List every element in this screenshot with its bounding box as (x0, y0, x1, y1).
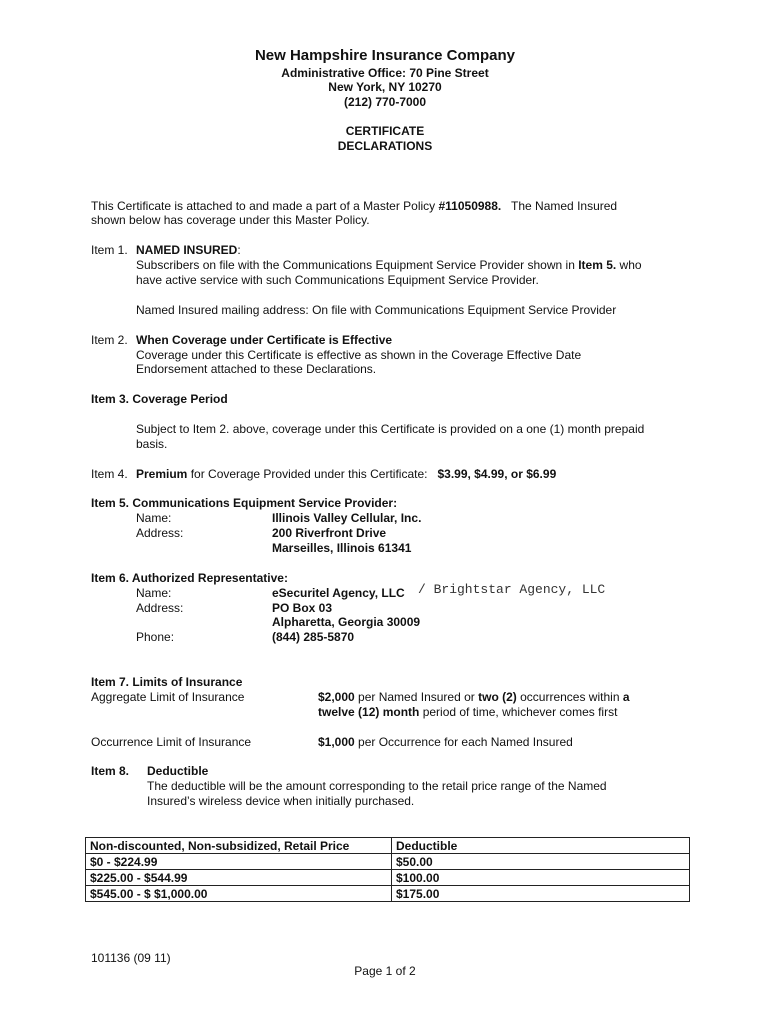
form-number: 101136 (09 11) (91, 951, 171, 965)
occurrence-amount: $1,000 (318, 735, 355, 749)
item5-address-label: Address: (136, 526, 184, 540)
aggregate-text-a: per Named Insured or (354, 690, 479, 704)
item3-heading: Item 3. Coverage Period (91, 392, 228, 406)
item3-text-2: basis. (136, 437, 168, 451)
item1-text-3: Named Insured mailing address: On file with Communications Equipment Service Provider (136, 303, 617, 317)
item5-address-2: Marseilles, Illinois 61341 (272, 541, 412, 555)
aggregate-limit-label: Aggregate Limit of Insurance (91, 690, 245, 704)
doc-title-declarations: DECLARATIONS (337, 139, 433, 153)
company-name: New Hampshire Insurance Company (254, 47, 516, 64)
intro-text-b: The Named Insured (501, 199, 618, 213)
item1-heading-colon: : (237, 243, 241, 257)
item4-text: for Coverage Provided under this Certificate: (187, 467, 438, 481)
item6-phone: (844) 285-5870 (272, 630, 355, 644)
aggregate-twelve: twelve (12) month (318, 705, 420, 719)
item6-address-label: Address: (136, 601, 184, 615)
occurrence-limit-line (318, 735, 573, 749)
office-address: Administrative Office: 70 Pine Street (281, 66, 489, 80)
item2-label: Item 2. (91, 333, 128, 347)
item5-heading: Item 5. Communications Equipment Service Provider: (91, 496, 398, 510)
item6-name: eSecuritel Agency, LLC (272, 586, 405, 600)
item1-text-1 (136, 258, 642, 272)
table-cell-price: $0 - $224.99 (86, 854, 392, 870)
item1-text-1a: Subscribers on file with the Communications Equipment Service Provider shown in (136, 258, 579, 272)
aggregate-amount: $2,000 (318, 690, 355, 704)
item1-text-1b: Item 5. (578, 258, 617, 272)
table-row (86, 854, 690, 870)
table-cell-deductible: $100.00 (392, 870, 690, 886)
policy-number: #11050988. (438, 199, 502, 213)
item1-text-2: have active service with such Communications Equipment Service Provider. (136, 273, 539, 287)
item8-text-2: Insured’s wireless device when initially purchased. (147, 794, 415, 808)
item5-name: Illinois Valley Cellular, Inc. (272, 511, 422, 525)
item8-label: Item 8. (91, 764, 130, 778)
item4-premium: Premium (136, 467, 188, 481)
page-number: Page 1 of 2 (354, 964, 416, 978)
table-header-price: Non-discounted, Non-subsidized, Retail Price (86, 838, 392, 854)
item5-name-label: Name: (136, 511, 172, 525)
table-cell-deductible: $175.00 (392, 886, 690, 902)
deductible-table (85, 837, 690, 902)
table-row (86, 886, 690, 902)
intro-line-1 (91, 199, 617, 213)
table-row (86, 870, 690, 886)
item4-amounts: $3.99, $4.99, or $6.99 (437, 467, 557, 481)
item5-address-1: 200 Riverfront Drive (272, 526, 387, 540)
table-cell-price: $225.00 - $544.99 (86, 870, 392, 886)
item7-heading: Item 7. Limits of Insurance (91, 675, 243, 689)
item1-heading-text: NAMED INSURED (136, 243, 238, 257)
office-phone: (212) 770-7000 (343, 95, 427, 109)
table-header-row (86, 838, 690, 854)
item2-heading: When Coverage under Certificate is Effective (136, 333, 393, 347)
item1-text-1c: who (616, 258, 642, 272)
doc-title-certificate: CERTIFICATE (345, 124, 425, 138)
item2-text-2: Endorsement attached to these Declarations. (136, 362, 377, 376)
aggregate-a: a (622, 690, 630, 704)
aggregate-limit-line-1 (318, 690, 630, 704)
item6-address-1: PO Box 03 (272, 601, 333, 615)
office-city: New York, NY 10270 (328, 80, 442, 94)
item6-address-2: Alpharetta, Georgia 30009 (272, 615, 421, 629)
item8-text-1: The deductible will be the amount corresponding to the retail price range of the Named (147, 779, 607, 793)
item2-text-1: Coverage under this Certificate is effective as shown in the Coverage Effective Date (136, 348, 582, 362)
occurrence-text: per Occurrence for each Named Insured (354, 735, 573, 749)
item6-heading: Item 6. Authorized Representative: (91, 571, 288, 585)
item1-heading (136, 243, 241, 257)
item1-label: Item 1. (91, 243, 128, 257)
item6-name-added: / Brightstar Agency, LLC (418, 582, 606, 597)
item3-text-1: Subject to Item 2. above, coverage under this Certificate is provided on a one (1) month prepaid (136, 422, 645, 436)
aggregate-text-c: period of time, whichever comes first (419, 705, 618, 719)
item6-phone-label: Phone: (136, 630, 175, 644)
item6-name-label: Name: (136, 586, 172, 600)
table-header-deductible: Deductible (392, 838, 690, 854)
intro-text-a: This Certificate is attached to and made a part of a Master Policy (91, 199, 439, 213)
intro-line-2: shown below has coverage under this Master Policy. (91, 213, 370, 227)
table-cell-price: $545.00 - $ $1,000.00 (86, 886, 392, 902)
occurrence-limit-label: Occurrence Limit of Insurance (91, 735, 252, 749)
item8-heading: Deductible (147, 764, 209, 778)
aggregate-limit-line-2 (318, 705, 617, 719)
item4-label: Item 4. (91, 467, 128, 481)
table-cell-deductible: $50.00 (392, 854, 690, 870)
aggregate-two: two (2) (478, 690, 517, 704)
item4-line (136, 467, 556, 481)
aggregate-text-b: occurrences within (516, 690, 623, 704)
